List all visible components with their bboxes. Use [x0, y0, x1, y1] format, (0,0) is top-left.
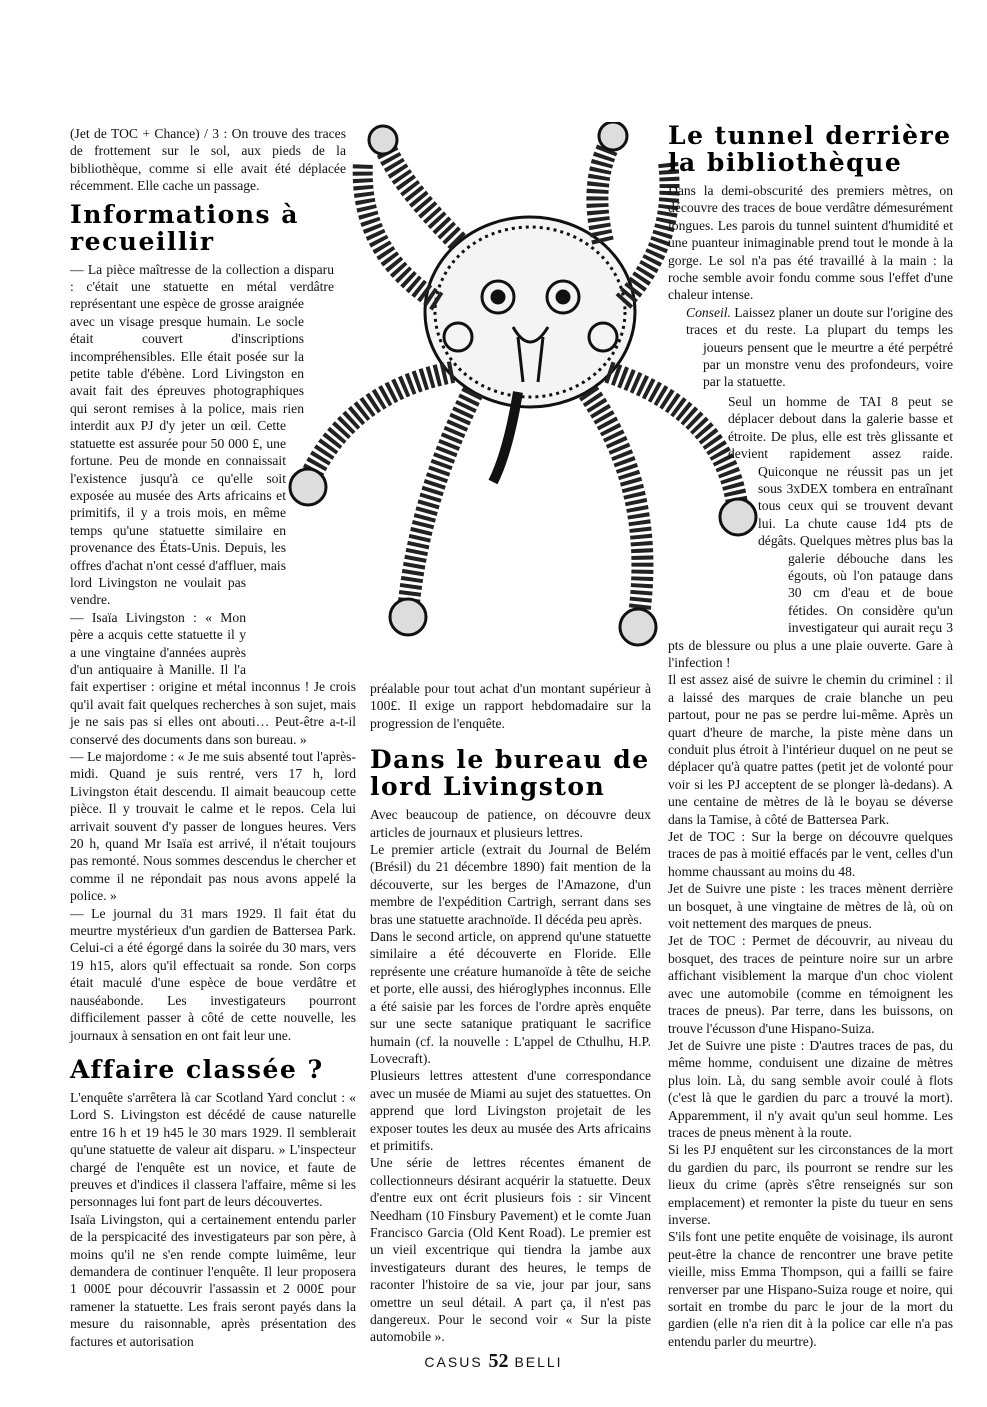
column-right	[668, 122, 953, 1350]
heading-affaire: Affaire classée ?	[70, 1054, 324, 1084]
wrap-spacer	[668, 339, 703, 409]
tunnel-paragraph: Dans la demi-obscurité des premiers mètres, on découvre des traces de boue verdâtre démesurément longues. Les parois du tunnel suintent d'humidité et une puanteur inimaginable prend tout le monde à la gorge. Le sol n'a pas été travaillé à la main : la roche semble avoir fondu comme sous l'effet d'une chaleur intense.	[668, 183, 953, 303]
conseil-label: Conseil.	[686, 304, 731, 320]
suivre-piste2-paragraph: Jet de Suivre une piste : D'autres traces de pas, du même homme, conduisent une dizaine de mètres plus loin. Là, du sang semble avoir coulé à flots (c'est là que le gardien du parc a trouvé la mort). Apparemment, il n'y avait qu'un seul homme. Les traces de pneus mènent à la route.	[668, 1037, 953, 1140]
prealable-paragraph: préalable pour tout achat d'un montant supérieur à 100£. Il exige un rapport hebdomadaire sur la progression de l'enquête.	[370, 681, 651, 731]
collectionneurs-paragraph: Une série de lettres récentes émanent de collectionneurs désirant acquérir la statuette. Deux d'entre eux ont écrit plusieurs fois : sir Vincent Needham (10 Finsbury Pavement) et le comte Juan Francisco Garcia (Old Kent Road). Le premier est un vieil excentrique qui tiendra la jambe aux investigateurs durant des heures, le temps de raconter l'histoire de sa vie, jour par jour, sans omettre un seul détail. A part ça, il n'est pas dangereux. Pour le second voir « Sur la piste automobile ».	[370, 1155, 651, 1345]
toc-bosquet-paragraph: Jet de TOC : Permet de découvrir, au niveau du bosquet, des traces de peinture noire sur un arbre affichant visiblement la marque d'un choc violent avec une automobile (comme en témoignent les traces de pneus). Par terre, dans les buissons, on trouve l'écusson d'une Hispano-Suiza.	[668, 933, 953, 1036]
wrap-spacer	[668, 304, 686, 339]
isaia-paragraph: — Isaïa Livingston : « Mon père a acquis cette statuette il y a une vingtaine d'années auprès d'un antiquaire à Manille. Il l'a fait expertiser : origine et métal inconnus ! Je crois qu'il avait fait quelques recherches à son sujet, mais je ne sais pas si elles ont abouti… Peut-être a-t-il conservé des documents dans son bureau. »	[70, 609, 356, 747]
toc-berge-paragraph: Jet de TOC : Sur la berge on découvre quelques traces de pas à moitié effacés par le vent, celles d'un homme chaussant au moins du 48.	[668, 829, 953, 879]
conseil-text: Laissez planer un doute sur l'origine des traces et du reste. La plupart du temps les joueurs pensent que le meurtre a été perpétré par un monstre venu des profondeurs, voire par la statuette.	[686, 304, 953, 390]
lettres-paragraph: Plusieurs lettres attestent d'une correspondance avec un musée de Miami au sujet des statuettes. On apprend que lord Livingston projetait de les exposer toutes les deux au musée des Arts africains et primitifs.	[370, 1068, 651, 1153]
heading-tunnel: Le tunnel derrière la bibliothèque	[668, 121, 952, 177]
column-middle	[370, 680, 651, 1346]
wrap-spacer	[668, 559, 788, 629]
journal-paragraph: — Le journal du 31 mars 1929. Il fait état du meurtre mystérieux d'un gardien de Battersea Park. Celui-ci a été égorgé dans la soirée du 30 mars, vers 19 h15, alors qu'il effectuait sa ronde. Son corps était maculé d'une espèce de boue verdâtre et nauséabonde. Les investigateurs pourront difficilement passer à côté de cette nouvelle, les journaux à sensation en ont fait leur une.	[70, 905, 356, 1043]
voisinage-paragraph: S'ils font une petite enquête de voisinage, ils auront peut-être la chance de rencontrer une brave petite vieille, miss Emma Thompson, qui a failli se faire renverser par une Hispano-Suiza rouge et noire, qui sortait en trombe du parc le jour de la mort du gardien (elle n'a rien dit à la police car elle n'a pas entendu parler du meurtre).	[668, 1229, 953, 1349]
conseil-paragraph	[668, 304, 953, 391]
circonstances-paragraph: Si les PJ enquêtent sur les circonstances de la mort du gardien du parc, ils pourront se rendre sur les lieux du crime (après s'être renseignés sur son emplacement) et remonter la piste du tueur en sens inverse.	[668, 1142, 953, 1227]
heading-informations: Informations à recueillir	[70, 199, 299, 256]
patience-paragraph: Avec beaucoup de patience, on découvre deux articles de journaux et plusieurs lettres.	[370, 807, 651, 840]
intro-paragraph: (Jet de TOC + Chance) / 3 : On trouve des traces de frottement sur le sol, aux pieds de la bibliothèque, comme si elle avait été déplacée récemment. Elle cache un passage.	[70, 126, 346, 194]
footer-casus: CASUS	[424, 1354, 483, 1370]
footer-belli: BELLI	[514, 1354, 563, 1370]
page-number: 52	[488, 1350, 509, 1372]
wrap-spacer	[668, 409, 728, 469]
article1-paragraph: Le premier article (extrait du Journal de Belém (Brésil) du 21 décembre 1890) fait mention de la découverte, sur les berges de l'Amazone, d'un membre de l'expédition Cartrigh, serrant dans ses bras une statuette arachnoïde. Il décéda peu après.	[370, 842, 651, 927]
collection-paragraph: — La pièce maîtresse de la collection a disparu : c'était une statuette en métal verdâtre représentant une espèce de grosse araignée avec un visage presque humain. Le socle était couvert d'inscriptions incompréhensibles. Elle était posée sur la petite table d'ébène. Lord Livingston en avait fait des épreuves photographiques qui seront remises à la police, mais rien interdit aux PJ d'y jeter un œil. Cette statuette est assurée pour 50 000 £, une fortune. Peu de monde en connaissait l'existence jusqu'à ce qu'elle soit exposée au musée des Arts africains et primitifs, il y a trois mois, en même temps qu'une statuette similaire en provenance des États-Unis. Depuis, les offres d'achat n'ont cessé d'affluer, mais lord Livingston ne voulait pas vendre.	[70, 261, 334, 608]
heading-bureau: Dans le bureau de lord Livingston	[370, 745, 650, 802]
majordome-paragraph: — Le majordome : « Je me suis absenté tout l'après-midi. Quand je suis rentré, vers 17 h, lord Livingston était descendu. Il aimait beaucoup cette pièce. Il y trouvait le calme et le repos. Cela lui arrivait souvent d'y passer de longues heures. Vers 20 h, quand Mr Isaïa est arrivé, il n'était toujours pas remonté. Nous sommes descendus le chercher et comme il ne répondait pas nous avons appelé la police. »	[70, 749, 356, 904]
article2-paragraph: Dans le second article, on apprend qu'une statuette similaire a été découverte en Floride. Elle représente une créature humanoïde à tête de seiche et porte, elle aussi, des hiéroglyphes inconnus. Elle a été saisie par les forces de l'ordre après enquête sur une secte satanique pratiquant le sacrifice humain (cf. la nouvelle : L'appel de Cthulhu, H.P. Lovecraft).	[370, 929, 651, 1066]
criminel-paragraph: Il est assez aisé de suivre le chemin du criminel : il a laissé des marques de craie blanche un peu partout, pour ne pas se perdre lui-même. Après un quart d'heure de marche, la piste mène dans un conduit plus étroit à l'intérieur duquel on ne peut se déplacer qu'à quatre pattes (petit jet de volonté pour voir si les PJ acceptent de se plonger là-dedans). A une centaine de mètres de là le boyau se déverse dans la Tamise, à côté de Battersea Park.	[668, 672, 953, 827]
isaia-offer-paragraph: Isaïa Livingston, qui a certainement entendu parler de la perspicacité des investigateurs par son père, à moins qu'il ne s'en rende compte luimême, leur demandera de continuer l'enquête. Il leur proposera 1 000£ pour découvrir l'assassin et 2 000£ pour ramener la statuette. Les frais seront payés dans la mesure du raisonnable, après présentation des factures et autorisation	[70, 1211, 356, 1349]
page-footer	[0, 1350, 987, 1373]
suivre-piste-paragraph: Jet de Suivre une piste : les traces mènent derrière un bosquet, à une vingtaine de mètres de là, où on voit nettement des marques de pneus.	[668, 881, 953, 932]
enquete-paragraph: L'enquête s'arrêtera là car Scotland Yard conclut : « Lord S. Livingston est décédé de cause naturelle entre 16 h et 19 h45 le 30 mars 1929. Il semblerait qu'une statuette de valeur ait disparu. » L'inspecteur chargé de l'enquête est un novice, et faute de preuves et d'indices il classera l'affaire, même si les personnages lui font part de leurs découvertes.	[70, 1089, 356, 1210]
galerie-paragraph: Seul un homme de TAI 8 peut se déplacer debout dans la galerie basse et étroite. De plus, elle est très glissante et devient rapidement assez raide. Quiconque ne réussit pas un jet sous 3xDEX tombera en entraînant tous ceux qui se trouvent devant lui. La chute cause 1d4 pts de dégâts. Quelques mètres plus bas la galerie débouche dans les égouts, où l'on patauge dans 30 cm d'eau et de boue fétides. On considère qu'un investigateur qui aurait reçu 3 pts de blessure ou plus a une plaie ouverte. Gare à l'infection !	[668, 393, 953, 670]
wrap-spacer	[668, 469, 758, 559]
